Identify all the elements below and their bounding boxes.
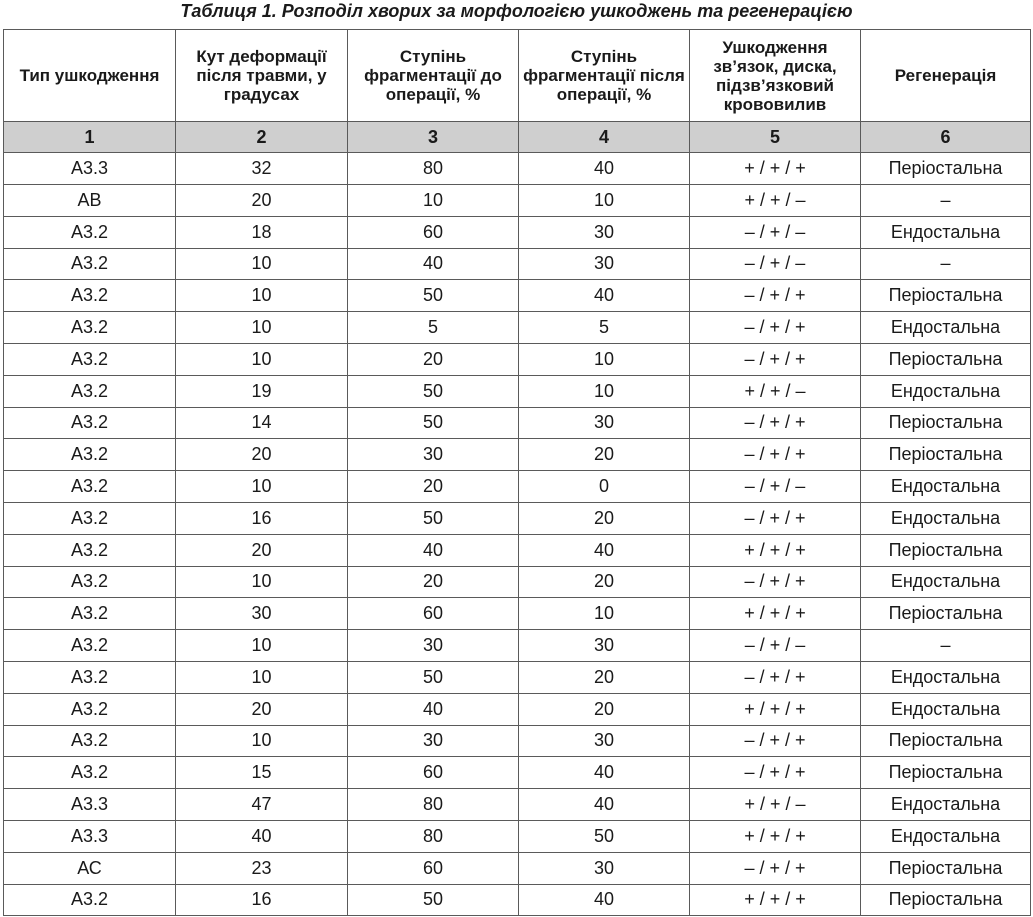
cell-fragmentation-before: 60 (348, 757, 519, 789)
cell-fragmentation-after: 20 (519, 502, 690, 534)
cell-fragmentation-after: 20 (519, 661, 690, 693)
cell-regeneration: Ендостальна (861, 789, 1031, 821)
cell-injury-type: А3.2 (4, 216, 176, 248)
cell-ligament-damage: + / + / + (690, 693, 861, 725)
cell-deformation-angle: 47 (176, 789, 348, 821)
cell-injury-type: АС (4, 852, 176, 884)
table-row (4, 248, 1031, 280)
cell-ligament-damage: – / + / + (690, 725, 861, 757)
cell-deformation-angle: 10 (176, 471, 348, 503)
cell-fragmentation-before: 40 (348, 534, 519, 566)
cell-deformation-angle: 19 (176, 375, 348, 407)
cell-regeneration: Ендостальна (861, 566, 1031, 598)
cell-ligament-damage: + / + / + (690, 153, 861, 185)
cell-regeneration: – (861, 185, 1031, 217)
cell-fragmentation-after: 5 (519, 312, 690, 344)
cell-deformation-angle: 10 (176, 661, 348, 693)
table-row (4, 343, 1031, 375)
cell-fragmentation-before: 5 (348, 312, 519, 344)
cell-regeneration: Періостальна (861, 725, 1031, 757)
cell-regeneration: Періостальна (861, 153, 1031, 185)
header-row (4, 30, 1031, 122)
cell-ligament-damage: – / + / + (690, 502, 861, 534)
cell-fragmentation-before: 60 (348, 852, 519, 884)
cell-injury-type: А3.3 (4, 789, 176, 821)
header-injury-type: Тип ушкодження (4, 30, 176, 122)
cell-regeneration: Ендостальна (861, 661, 1031, 693)
cell-fragmentation-after: 40 (519, 280, 690, 312)
cell-injury-type: А3.2 (4, 693, 176, 725)
cell-regeneration: Ендостальна (861, 375, 1031, 407)
cell-deformation-angle: 20 (176, 439, 348, 471)
cell-deformation-angle: 14 (176, 407, 348, 439)
table-row (4, 502, 1031, 534)
cell-fragmentation-before: 10 (348, 185, 519, 217)
cell-fragmentation-before: 40 (348, 693, 519, 725)
cell-injury-type: А3.2 (4, 598, 176, 630)
cell-regeneration: Періостальна (861, 852, 1031, 884)
cell-ligament-damage: + / + / – (690, 789, 861, 821)
table-row (4, 820, 1031, 852)
table-row (4, 757, 1031, 789)
table-row (4, 598, 1031, 630)
table-row (4, 852, 1031, 884)
cell-injury-type: А3.2 (4, 725, 176, 757)
cell-deformation-angle: 10 (176, 566, 348, 598)
cell-injury-type: А3.2 (4, 375, 176, 407)
cell-ligament-damage: – / + / – (690, 216, 861, 248)
cell-fragmentation-after: 30 (519, 852, 690, 884)
column-number: 1 (4, 122, 176, 153)
cell-fragmentation-after: 40 (519, 789, 690, 821)
cell-ligament-damage: – / + / + (690, 312, 861, 344)
cell-fragmentation-before: 20 (348, 343, 519, 375)
header-regeneration: Регенерація (861, 30, 1031, 122)
cell-fragmentation-after: 40 (519, 757, 690, 789)
cell-deformation-angle: 20 (176, 693, 348, 725)
cell-fragmentation-after: 20 (519, 566, 690, 598)
cell-injury-type: А3.2 (4, 757, 176, 789)
cell-injury-type: А3.2 (4, 534, 176, 566)
cell-regeneration: Ендостальна (861, 502, 1031, 534)
cell-ligament-damage: + / + / – (690, 185, 861, 217)
table-row (4, 789, 1031, 821)
cell-fragmentation-before: 50 (348, 375, 519, 407)
header-fragmentation-after: Ступінь фрагментації після операції, % (519, 30, 690, 122)
table-row (4, 566, 1031, 598)
cell-deformation-angle: 18 (176, 216, 348, 248)
cell-deformation-angle: 10 (176, 248, 348, 280)
cell-injury-type: А3.3 (4, 820, 176, 852)
cell-injury-type: А3.2 (4, 248, 176, 280)
cell-ligament-damage: – / + / + (690, 757, 861, 789)
cell-ligament-damage: + / + / + (690, 820, 861, 852)
cell-injury-type: А3.2 (4, 280, 176, 312)
cell-fragmentation-before: 50 (348, 280, 519, 312)
cell-regeneration: Періостальна (861, 280, 1031, 312)
cell-ligament-damage: – / + / – (690, 248, 861, 280)
cell-regeneration: Періостальна (861, 439, 1031, 471)
column-number-row (4, 122, 1031, 153)
column-number: 2 (176, 122, 348, 153)
cell-ligament-damage: – / + / + (690, 852, 861, 884)
cell-regeneration: Періостальна (861, 598, 1031, 630)
cell-ligament-damage: + / + / + (690, 534, 861, 566)
cell-injury-type: А3.2 (4, 661, 176, 693)
cell-regeneration: Періостальна (861, 343, 1031, 375)
header-ligament-damage: Ушкодження зв’язок, диска, підзв’язковий крововилив (690, 30, 861, 122)
table-row (4, 407, 1031, 439)
cell-regeneration: Ендостальна (861, 312, 1031, 344)
cell-injury-type: А3.2 (4, 312, 176, 344)
cell-deformation-angle: 10 (176, 312, 348, 344)
cell-fragmentation-after: 50 (519, 820, 690, 852)
cell-ligament-damage: – / + / + (690, 566, 861, 598)
table-row (4, 884, 1031, 916)
table-row (4, 471, 1031, 503)
cell-ligament-damage: – / + / + (690, 280, 861, 312)
cell-regeneration: Ендостальна (861, 216, 1031, 248)
cell-ligament-damage: – / + / – (690, 471, 861, 503)
cell-fragmentation-before: 80 (348, 820, 519, 852)
table-row (4, 693, 1031, 725)
table-row (4, 630, 1031, 662)
cell-fragmentation-after: 0 (519, 471, 690, 503)
cell-injury-type: А3.2 (4, 343, 176, 375)
cell-deformation-angle: 32 (176, 153, 348, 185)
cell-fragmentation-before: 30 (348, 630, 519, 662)
cell-deformation-angle: 40 (176, 820, 348, 852)
cell-regeneration: Періостальна (861, 757, 1031, 789)
cell-regeneration: Ендостальна (861, 471, 1031, 503)
cell-injury-type: А3.2 (4, 471, 176, 503)
cell-fragmentation-before: 50 (348, 407, 519, 439)
cell-fragmentation-before: 30 (348, 725, 519, 757)
cell-fragmentation-after: 10 (519, 185, 690, 217)
cell-fragmentation-before: 60 (348, 598, 519, 630)
cell-ligament-damage: – / + / + (690, 661, 861, 693)
table-row (4, 216, 1031, 248)
cell-injury-type: А3.2 (4, 566, 176, 598)
cell-fragmentation-before: 80 (348, 789, 519, 821)
table-row (4, 661, 1031, 693)
cell-ligament-damage: – / + / + (690, 407, 861, 439)
header-fragmentation-before: Ступінь фрагментації до операції, % (348, 30, 519, 122)
cell-injury-type: А3.2 (4, 884, 176, 916)
cell-deformation-angle: 16 (176, 502, 348, 534)
cell-fragmentation-before: 40 (348, 248, 519, 280)
cell-fragmentation-after: 10 (519, 598, 690, 630)
cell-fragmentation-before: 60 (348, 216, 519, 248)
cell-regeneration: – (861, 630, 1031, 662)
cell-injury-type: А3.3 (4, 153, 176, 185)
cell-deformation-angle: 20 (176, 534, 348, 566)
cell-fragmentation-after: 20 (519, 693, 690, 725)
cell-deformation-angle: 16 (176, 884, 348, 916)
cell-fragmentation-before: 50 (348, 661, 519, 693)
cell-injury-type: А3.2 (4, 502, 176, 534)
cell-fragmentation-after: 40 (519, 153, 690, 185)
cell-fragmentation-before: 20 (348, 566, 519, 598)
table-body (4, 153, 1031, 916)
cell-ligament-damage: – / + / + (690, 439, 861, 471)
cell-fragmentation-after: 20 (519, 439, 690, 471)
cell-deformation-angle: 10 (176, 343, 348, 375)
cell-ligament-damage: + / + / – (690, 375, 861, 407)
cell-regeneration: – (861, 248, 1031, 280)
table-row (4, 375, 1031, 407)
cell-fragmentation-before: 80 (348, 153, 519, 185)
cell-regeneration: Періостальна (861, 884, 1031, 916)
cell-deformation-angle: 10 (176, 630, 348, 662)
cell-fragmentation-after: 30 (519, 248, 690, 280)
column-number: 4 (519, 122, 690, 153)
table-row (4, 534, 1031, 566)
cell-fragmentation-after: 10 (519, 375, 690, 407)
cell-injury-type: А3.2 (4, 407, 176, 439)
cell-fragmentation-before: 30 (348, 439, 519, 471)
cell-injury-type: А3.2 (4, 630, 176, 662)
cell-fragmentation-after: 40 (519, 884, 690, 916)
cell-fragmentation-after: 30 (519, 725, 690, 757)
cell-deformation-angle: 30 (176, 598, 348, 630)
cell-fragmentation-before: 20 (348, 471, 519, 503)
table-row (4, 312, 1031, 344)
header-deformation-angle: Кут деформації після травми, у градусах (176, 30, 348, 122)
cell-fragmentation-after: 30 (519, 630, 690, 662)
cell-fragmentation-after: 10 (519, 343, 690, 375)
cell-deformation-angle: 23 (176, 852, 348, 884)
cell-fragmentation-before: 50 (348, 502, 519, 534)
cell-fragmentation-after: 40 (519, 534, 690, 566)
column-number: 5 (690, 122, 861, 153)
cell-injury-type: АВ (4, 185, 176, 217)
table-row (4, 439, 1031, 471)
cell-deformation-angle: 15 (176, 757, 348, 789)
cell-ligament-damage: – / + / + (690, 343, 861, 375)
table-row (4, 725, 1031, 757)
cell-regeneration: Періостальна (861, 534, 1031, 566)
cell-ligament-damage: + / + / + (690, 884, 861, 916)
table-caption: Таблиця 1. Розподіл хворих за морфологією ушкоджень та регенерацією (180, 1, 853, 21)
cell-regeneration: Періостальна (861, 407, 1031, 439)
cell-fragmentation-after: 30 (519, 407, 690, 439)
cell-ligament-damage: – / + / – (690, 630, 861, 662)
column-number: 3 (348, 122, 519, 153)
cell-fragmentation-before: 50 (348, 884, 519, 916)
table-row (4, 153, 1031, 185)
cell-deformation-angle: 10 (176, 280, 348, 312)
cell-deformation-angle: 20 (176, 185, 348, 217)
cell-regeneration: Ендостальна (861, 693, 1031, 725)
cell-regeneration: Ендостальна (861, 820, 1031, 852)
patient-distribution-table (3, 29, 1031, 916)
column-number: 6 (861, 122, 1031, 153)
cell-fragmentation-after: 30 (519, 216, 690, 248)
cell-deformation-angle: 10 (176, 725, 348, 757)
table-row (4, 280, 1031, 312)
cell-ligament-damage: + / + / + (690, 598, 861, 630)
cell-injury-type: А3.2 (4, 439, 176, 471)
table-row (4, 185, 1031, 217)
